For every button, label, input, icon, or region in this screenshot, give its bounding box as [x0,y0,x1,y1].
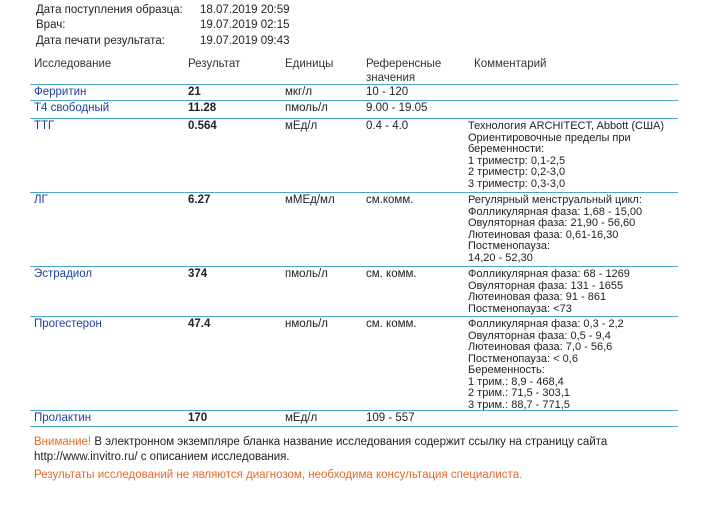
meta-value: 18.07.2019 20:59 [200,4,290,16]
test-name-link[interactable]: Пролактин [34,412,92,424]
column-header-test: Исследование [34,58,112,70]
unit: пмоль/л [285,268,328,280]
result-value: 21 [188,86,201,98]
unit: пмоль/л [285,102,328,114]
unit: мМЕд/мл [285,194,335,206]
disclaimer: Результаты исследований не являются диагнозом, необходима консультация специалиста. [34,469,523,481]
table-bottom-border [30,426,678,427]
table-row [30,410,678,427]
table-row [30,316,678,411]
test-name-link[interactable]: Т4 свободный [34,102,110,114]
comment: Регулярный менструальный цикл: Фолликулярная фаза: 1,68 - 15,00 Овуляторная фаза: 21,90 - 56,60 Лютеиновая фаза: 0,61-16,30 Постменопауза: 14,20 - 52,30 [468,194,643,264]
comment: Фолликулярная фаза: 0,3 - 2,2 Овуляторная фаза: 0,5 - 9,4 Лютеиновая фаза: 7,0 - 56,6 Постменопауза: < 0,6 Беременность: 1 трим.: 8,9 - 468,4 2 трим.: 71,5 - 303,1 3 трим.: 88,7 - 771,5 [468,318,624,411]
test-name-link[interactable]: Ферритин [34,86,87,98]
meta-label: Врач: [36,19,66,31]
reference-range: 9.00 - 19.05 [366,102,428,114]
table-row [30,100,678,119]
table-row [30,84,678,101]
test-name-link[interactable]: Прогестерон [34,318,102,330]
meta-label: Дата поступления образца: [36,4,183,16]
column-header-ref: Референсные значения [366,58,442,84]
unit: мЕд/л [285,120,318,132]
result-value: 11.28 [188,102,217,114]
result-value: 47.4 [188,318,211,330]
unit: нмоль/л [285,318,329,330]
unit: мЕд/л [285,412,318,424]
notice [34,435,674,465]
invitro-link[interactable]: http://www.invitro.ru/ [34,451,138,463]
unit: мкг/л [285,86,313,98]
meta-value: 19.07.2019 02:15 [200,19,290,31]
column-header-unit: Единицы [285,58,334,70]
table-row [30,192,678,267]
result-value: 374 [188,268,208,280]
notice-text-tail: с описанием исследования. [137,451,290,463]
reference-range: см. комм. [366,268,417,280]
table-row [30,266,678,317]
comment: Технология ARCHITECT, Abbott (США) Ориентировочные пределы при беременности: 1 триместр: 0,1-2,5 2 триместр: 0,2-3,0 3 триместр: 0,3-3,0 [468,120,665,190]
comment: Фолликулярная фаза: 68 - 1269 Овуляторная фаза: 131 - 1655 Лютеиновая фаза: 91 - 861 Постменопауза: <73 [468,268,630,315]
meta-label: Дата печати результата: [36,35,165,47]
notice-warning-word: Внимание! [34,436,92,448]
column-header-comment: Комментарий [474,58,547,70]
reference-range: 10 - 120 [366,86,409,98]
notice-text: В электронном экземпляре бланка название исследования содержит ссылку на страницу сайта [91,436,608,448]
test-name-link[interactable]: ТТГ [34,120,55,132]
meta-block [36,0,456,50]
column-header-result: Результат [188,58,241,70]
meta-value: 19.07.2019 09:43 [200,35,290,47]
result-value: 6.27 [188,194,211,206]
reference-range: см. комм. [366,318,417,330]
table-row [30,118,678,193]
reference-range: 109 - 557 [366,412,415,424]
reference-range: 0.4 - 4.0 [366,120,409,132]
reference-range: см.комм. [366,194,414,206]
result-value: 170 [188,412,208,424]
test-name-link[interactable]: ЛГ [34,194,48,206]
test-name-link[interactable]: Эстрадиол [34,268,93,280]
result-value: 0.564 [188,120,217,132]
